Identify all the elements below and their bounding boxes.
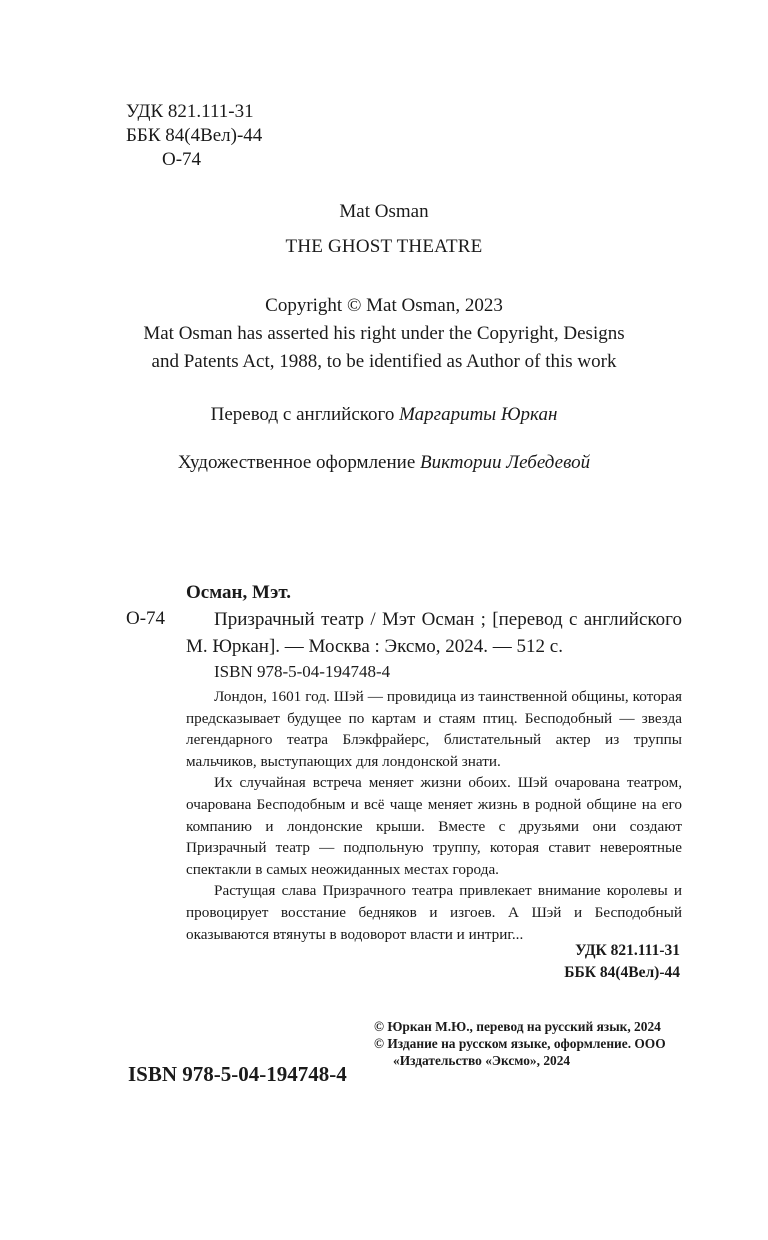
udk-code: УДК 821.111-31 xyxy=(126,101,254,122)
translation-credit xyxy=(0,404,768,426)
annotation-paragraph: Лондон, 1601 год. Шэй — провидица из таинственной общины, которая предсказывает будущее по картам и стаям птиц. Бесподобный — звезда легендарного театра Блэкфрайерс, блистательный актер из труппы мальчиков, выступающих для лондонской знати. xyxy=(186,688,682,770)
translation-label: Перевод с английского xyxy=(210,404,395,425)
designer-name: Виктории Лебедевой xyxy=(420,452,591,473)
design-label: Художественное оформление xyxy=(177,452,416,473)
rights-translation: © Юркан М.Ю., перевод на русский язык, 2024 xyxy=(374,1019,661,1034)
rights-edition: © Издание на русском языке, оформление. ООО «Издательство «Эксмо», 2024 xyxy=(374,1036,666,1068)
design-credit xyxy=(0,452,768,474)
copyright-notice xyxy=(0,292,768,376)
catalog-udk: УДК 821.111-31 xyxy=(575,942,680,959)
udk-header xyxy=(126,100,262,172)
annotation-paragraph: Растущая слава Призрачного театра привлекает внимание королевы и провоцирует восстание бедняков и изгоев. А Шэй и Бесподобный оказываются втянуты в водоворот власти и интриг... xyxy=(186,882,682,943)
copyright-line-3: and Patents Act, 1988, to be identified as Author of this work xyxy=(151,351,617,372)
translator-name: Маргариты Юркан xyxy=(399,404,558,425)
catalog-classification xyxy=(480,940,680,984)
bibliographic-description: Призрачный театр / Мэт Осман ; [перевод с английского М. Юркан]. — Москва : Эксмо, 2024. — 512 с. xyxy=(186,609,682,657)
catalog-bbk: ББК 84(4Вел)-44 xyxy=(564,964,680,981)
original-author: Mat Osman xyxy=(339,201,429,222)
original-title: THE GHOST THEATRE xyxy=(285,236,483,257)
catalog-author-heading: Осман, Мэт. xyxy=(186,582,292,603)
catalog-isbn: ISBN 978-5-04-194748-4 xyxy=(214,662,391,681)
copyright-line-1: Copyright © Mat Osman, 2023 xyxy=(265,295,503,316)
bbk-code: ББК 84(4Вел)-44 xyxy=(126,125,263,146)
annotation-paragraph: Их случайная встреча меняет жизни обоих. Шэй очарована театром, очарована Бесподобным и всё чаще меняет жизнь в родной общине на его компанию и лондонские крыши. Вместе с друзьями они создают Призрачный театр — подпольную труппу, которая ставит невероятные спектакли в самых неожиданных местах города. xyxy=(186,774,682,878)
footer-isbn: ISBN 978-5-04-194748-4 xyxy=(128,1062,347,1086)
copyright-line-2: Mat Osman has asserted his right under the Copyright, Designs xyxy=(143,323,625,344)
rights-notice xyxy=(374,1018,686,1069)
catalog-code: О-74 xyxy=(126,608,166,629)
author-mark: О-74 xyxy=(162,149,202,170)
annotation xyxy=(186,686,682,945)
